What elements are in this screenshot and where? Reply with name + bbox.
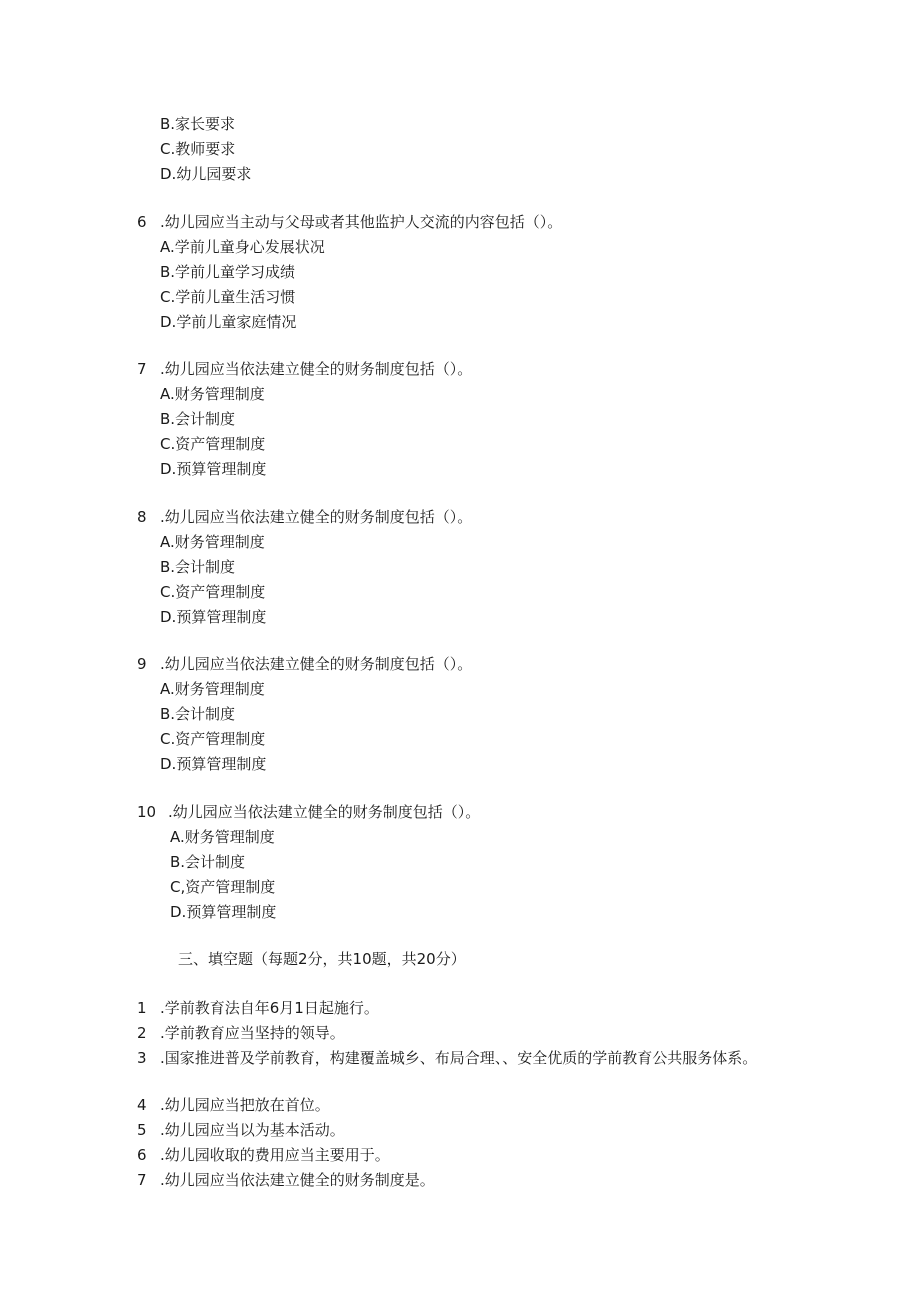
option-b: B.会计制度 — [160, 410, 236, 428]
option-a: A.学前儿童身心发展状况 — [160, 238, 325, 256]
option-b: B.学前儿童学习成绩 — [160, 263, 296, 281]
question-stem: .幼儿园应当依法建立健全的财务制度包括（）。 — [168, 803, 481, 821]
question-number: 5 — [137, 1121, 147, 1139]
question-stem: .幼儿园应当依法建立健全的财务制度包括（）。 — [160, 360, 473, 378]
option-c: C.资产管理制度 — [160, 583, 266, 601]
question-number: 10 — [137, 803, 157, 821]
option-c: C.学前儿童生活习惯 — [160, 288, 296, 306]
option-c: C,资产管理制度 — [170, 878, 276, 896]
section-heading: 三、填空题（每题2分，共10题，共20分） — [178, 950, 466, 968]
option-a: A.财务管理制度 — [160, 533, 265, 551]
option-d: D.预算管理制度 — [160, 460, 267, 478]
option-d: D.预算管理制度 — [160, 608, 267, 626]
fill-question: .幼儿园应当把放在首位。 — [160, 1096, 330, 1114]
option-b: B.会计制度 — [160, 705, 236, 723]
option-c: C.资产管理制度 — [160, 435, 266, 453]
question-number: 2 — [137, 1024, 147, 1042]
fill-question: .学前教育应当坚持的领导。 — [160, 1024, 345, 1042]
option-a: A.财务管理制度 — [160, 680, 265, 698]
option-d: D.预算管理制度 — [160, 755, 267, 773]
question-stem: .幼儿园应当依法建立健全的财务制度包括（）。 — [160, 508, 473, 526]
fill-question: .幼儿园收取的费用应当主要用于。 — [160, 1146, 390, 1164]
question-number: 7 — [137, 1171, 147, 1189]
option-a: A.财务管理制度 — [160, 385, 265, 403]
option-c: C.资产管理制度 — [160, 730, 266, 748]
question-stem: .幼儿园应当依法建立健全的财务制度包括（）。 — [160, 655, 473, 673]
option-b: B.会计制度 — [170, 853, 246, 871]
option-a: A.财务管理制度 — [170, 828, 275, 846]
option-d: D.幼儿园要求 — [160, 165, 252, 183]
fill-question: .学前教育法自年6月1日起施行。 — [160, 999, 379, 1017]
fill-question: .国家推进普及学前教育，构建覆盖城乡、布局合理、、安全优质的学前教育公共服务体系。 — [160, 1049, 758, 1067]
fill-question: .幼儿园应当依法建立健全的财务制度是。 — [160, 1171, 435, 1189]
option-d: D.预算管理制度 — [170, 903, 277, 921]
question-stem: .幼儿园应当主动与父母或者其他监护人交流的内容包括（）。 — [160, 213, 563, 231]
fill-question: .幼儿园应当以为基本活动。 — [160, 1121, 345, 1139]
question-number: 6 — [137, 213, 147, 231]
option-c: C.教师要求 — [160, 140, 236, 158]
question-number: 4 — [137, 1096, 147, 1114]
question-number: 8 — [137, 508, 147, 526]
question-number: 9 — [137, 655, 147, 673]
option-d: D.学前儿童家庭情况 — [160, 313, 297, 331]
question-number: 6 — [137, 1146, 147, 1164]
question-number: 1 — [137, 999, 147, 1017]
option-b: B.家长要求 — [160, 115, 236, 133]
option-b: B.会计制度 — [160, 558, 236, 576]
question-number: 3 — [137, 1049, 147, 1067]
question-number: 7 — [137, 360, 147, 378]
